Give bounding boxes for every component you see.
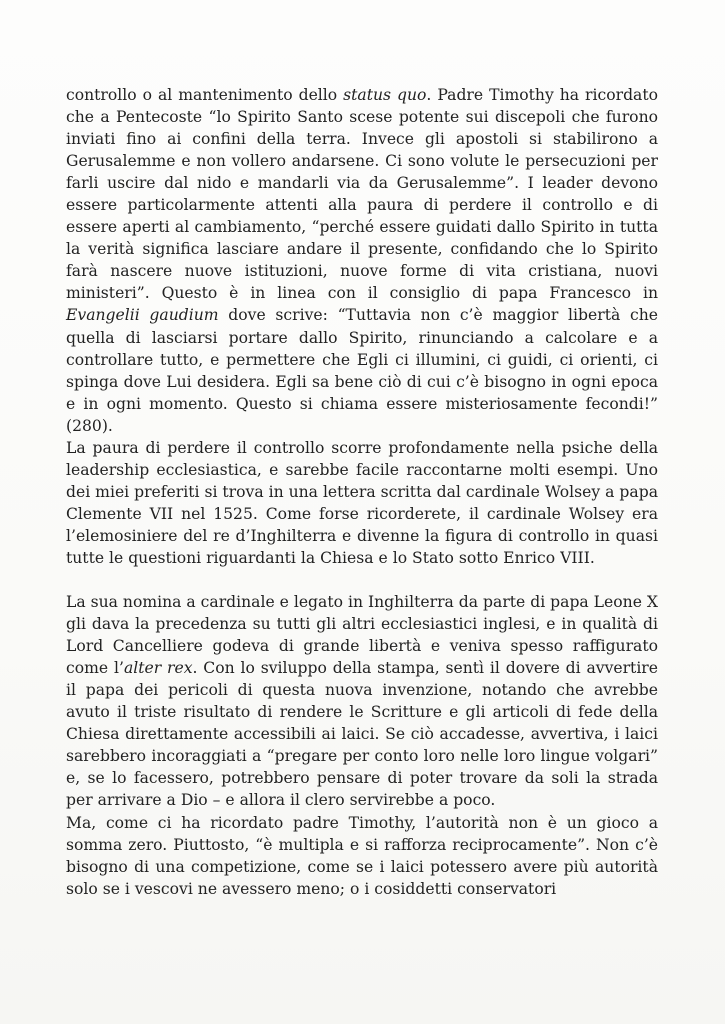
text-run: controllo o al mantenimento dello — [66, 86, 344, 104]
italic-text: status quo — [343, 86, 427, 104]
paragraph — [66, 812, 658, 900]
text-run: . Padre Timothy ha ricordato che a Pentecoste “lo Spirito Santo scese potente sui discepoli che furono inviati fino ai confini della terra. Invece gli apostoli si stabilirono a Gerusalemme e non vollero andarsene. Ci sono volute le persecuzioni per farli uscire dal nido e mandarli via da Gerusalemme”. I leader devono essere particolarmente attenti alla paura di perdere il controllo e di essere aperti al cambiamento, “perché essere guidati dallo Spirito in tutta la verità significa lasciare andare il presente, confidando che lo Spirito farà nascere nuove istituzioni, nuove forme di vita cristiana, nuovi ministeri”. Questo è in linea con il consiglio di papa Francesco in — [66, 86, 659, 303]
paragraph — [66, 437, 658, 569]
text-run: La sua nomina a cardinale e legato in Inghilterra da parte di papa Leone X gli dava la precedenza su tutti gli altri ecclesiastici inglesi, e in qualità di Lord Cancelliere godeva di grande libertà e veniva spesso raffigurato come l’ — [66, 593, 658, 678]
paragraph — [66, 84, 658, 437]
paragraph — [66, 591, 658, 811]
text-run: . Con lo sviluppo della stampa, sentì il dovere di avvertire il papa dei pericoli di questa nuova invenzione, notando che avrebbe avuto il triste risultato di rendere le Scritture e gli articoli di fede della Chiesa direttamente accessibili ai laici. Se ciò accadesse, avvertiva, i laici sarebbero incoraggiati a “pregare per conto loro nelle loro lingue volgari” e, se lo facessero, potrebbero pensare di poter trovare da soli la strada per arrivare a Dio – e allora il clero servirebbe a poco. — [66, 659, 658, 810]
text-run: dove scrive: “Tuttavia non c’è maggior libertà che quella di lasciarsi portare dallo Spirito, rinunciando a calcolare e a controllare tutto, e permettere che Egli ci illumini, ci guidi, ci orienti, ci spinga dove Lui desidera. Egli sa bene ciò di cui c’è bisogno in ogni epoca e in ogni momento. Questo si chiama essere misteriosamente fecondi!” (280). — [66, 306, 658, 435]
italic-text: alter rex — [123, 659, 193, 678]
text-run: Ma, come ci ha ricordato padre Timothy, l’autorità non è un gioco a somma zero. Piuttosto, “è multipla e si rafforza reciprocamente”. Non c’è bisogno di una competizione, come se i laici potessero avere più autorità solo se i vescovi ne avessero meno; o i cosiddetti conservatori — [66, 813, 658, 898]
text-run: La paura di perdere il controllo scorre profondamente nella psiche della leadership ecclesiastica, e sarebbe facile raccontarne molti esempi. Uno dei miei preferiti si trova in una lettera scritta dal cardinale Wolsey a papa Clemente VII nel 1525. Come forse ricorderete, il cardinale Wolsey era l’elemosiniere del re d’Inghilterra e divenne la figura di controllo in quasi tutte le questioni riguardanti la Chiesa e lo Stato sotto Enrico VIII. — [66, 438, 658, 567]
italic-text: Evangelii gaudium — [66, 306, 219, 325]
document-body — [66, 84, 658, 900]
